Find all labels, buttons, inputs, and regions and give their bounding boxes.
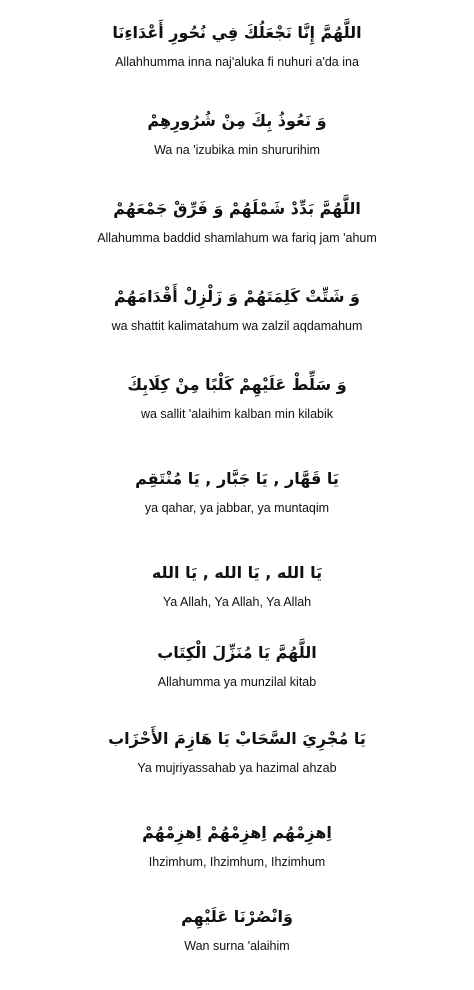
arabic-line: اِهزِمْهُم اِهزِمْهُمْ اِهزِمْهُمْ	[142, 823, 332, 842]
arabic-line: يَا الله , يَا الله , يَا الله	[151, 563, 323, 582]
arabic-line: وَ سَلِّطْ عَلَيْهِمْ كَلْبًا مِنْ كِلَابِكَ	[127, 375, 347, 394]
verse-6	[0, 458, 474, 516]
verse-8	[0, 632, 474, 690]
verse-5	[0, 364, 474, 422]
arabic-line: اللَّهُمَّ يَا مُنَزِّلَ الْكِتَاب	[157, 643, 317, 662]
transliteration-line: Allahumma ya munzilal kitab	[157, 675, 317, 689]
transliteration-line: ya qahar, ya jabbar, ya muntaqim	[144, 501, 330, 515]
verse-9	[0, 718, 474, 776]
transliteration-line: Allahumma baddid shamlahum wa fariq jam 'ahum	[97, 231, 377, 245]
verse-2	[0, 100, 474, 158]
transliteration-line: Ya Allah, Ya Allah, Ya Allah	[162, 595, 312, 609]
transliteration-line: Wa na 'izubika min shururihim	[154, 143, 320, 157]
verse-4	[0, 276, 474, 334]
transliteration-line: Wan surna 'alaihim	[184, 939, 290, 953]
arabic-line: وَ نَعُوذُ بِكَ مِنْ شُرُورِهِمْ	[147, 111, 327, 130]
transliteration-line: wa shattit kalimatahum wa zalzil aqdamahum	[111, 319, 363, 333]
verse-10	[0, 812, 474, 870]
transliteration-line: Allahhumma inna naj'aluka fi nuhuri a'da ina	[115, 55, 359, 69]
arabic-line: يَا مُجْرِيَ السَّحَابْ يَا هَازِمَ الأَحْزَاب	[108, 729, 366, 748]
arabic-line: وَ شَتِّتْ كَلِمَتَهُمْ وَ زَلْزِلْ أَقْدَامَهُمْ	[114, 287, 360, 306]
transliteration-line: wa sallit 'alaihim kalban min kilabik	[140, 407, 334, 421]
verse-3	[0, 188, 474, 246]
verse-11	[0, 896, 474, 954]
arabic-line: اللَّهُمَّ إِنَّا نَجْعَلُكَ فِي نُحُورِ أَعْدَاءِنَا	[112, 23, 362, 42]
transliteration-line: Ya mujriyassahab ya hazimal ahzab	[137, 761, 337, 775]
arabic-line: اللَّهُمَّ بَدِّدْ شَمْلَهُمْ وَ فَرِّقْ جَمْعَهُمْ	[113, 199, 361, 218]
arabic-line: وَانْصُرْنَا عَلَيْهِم	[181, 907, 293, 926]
verse-7	[0, 552, 474, 610]
transliteration-line: Ihzimhum, Ihzimhum, Ihzimhum	[148, 855, 326, 869]
verse-1	[0, 12, 474, 70]
arabic-line: يَا قَهَّار , يَا جَبَّار , يَا مُنْتَقِم	[135, 469, 339, 488]
